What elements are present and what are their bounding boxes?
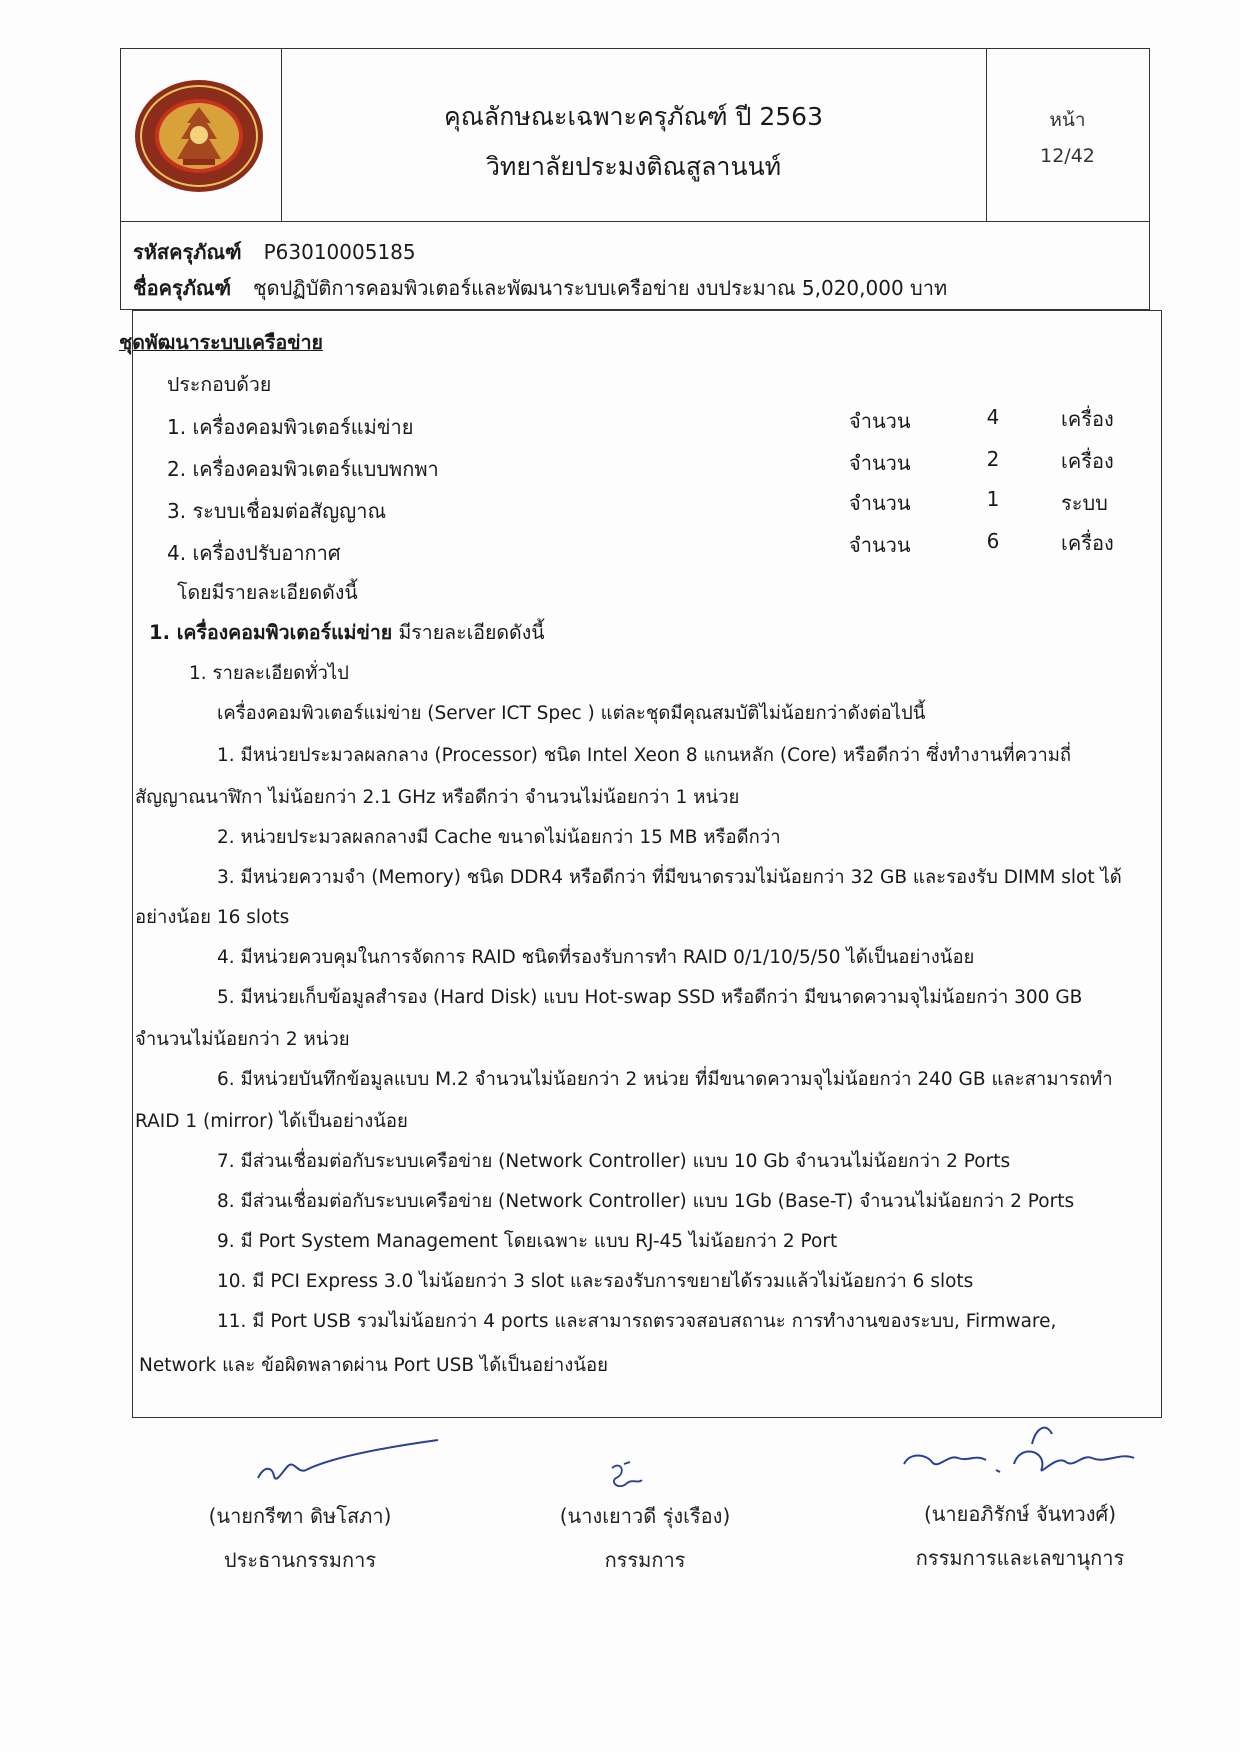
document-title: คุณลักษณะเฉพาะครุภัณฑ์ ปี 2563	[444, 102, 823, 131]
spec-line: อย่างน้อย 16 slots	[135, 907, 290, 928]
commission-seal-logo	[131, 77, 267, 195]
spec-line: 3. มีหน่วยความจำ (Memory) ชนิด DDR4 หรือดีกว่า ที่มีขนาดรวมไม่น้อยกว่า 32 GB และรองรับ DIMM slot ได้	[217, 867, 1122, 888]
spec-line: 1. มีหน่วยประมวลผลกลาง (Processor) ชนิด Intel Xeon 8 แกนหลัก (Core) หรือดีกว่า ซึ่งทำงานที่ความถี่	[217, 745, 1072, 766]
document-header	[120, 48, 1150, 222]
page-number-cell	[986, 49, 1149, 221]
item-heading-bold: 1. เครื่องคอมพิวเตอร์แม่ข่าย	[149, 621, 393, 644]
quantity-value: 4	[986, 405, 1000, 429]
quantity-label: จำนวน	[849, 409, 911, 433]
signer-role: กรรมการ	[604, 1548, 686, 1572]
item-heading-rest: มีรายละเอียดดังนี้	[392, 621, 545, 644]
details-intro: โดยมีรายละเอียดดังนี้	[177, 581, 358, 604]
signer-role: ประธานกรรมการ	[223, 1548, 377, 1572]
signer-name: (นางเยาวดี รุ่งเรือง)	[559, 1504, 731, 1528]
page-label: หน้า	[1049, 109, 1086, 131]
composed-of-label: ประกอบด้วย	[167, 373, 272, 396]
component-name: 1. เครื่องคอมพิวเตอร์แม่ข่าย	[167, 415, 414, 439]
specification-body	[119, 310, 1162, 1418]
equipment-name-row	[133, 272, 947, 304]
page-number: 12/42	[1040, 145, 1095, 167]
signer-name: (นายกรีฑา ดิษโสภา)	[208, 1504, 392, 1528]
spec-line: 11. มี Port USB รวมไม่น้อยกว่า 4 ports และสามารถตรวจสอบสถานะ การทำงานของระบบ, Firmware,	[217, 1311, 1057, 1332]
quantity-value: 2	[986, 447, 1000, 471]
component-name: 2. เครื่องคอมพิวเตอร์แบบพกพา	[167, 457, 439, 481]
quantity-label: จำนวน	[849, 491, 911, 515]
quantity-unit: เครื่อง	[1061, 449, 1114, 473]
component-name: 3. ระบบเชื่อมต่อสัญญาณ	[167, 499, 386, 523]
signature-mark-chairman	[250, 1436, 450, 1496]
general-intro: เครื่องคอมพิวเตอร์แม่ข่าย (Server ICT Spec ) แต่ละชุดมีคุณสมบัติไม่น้อยกว่าดังต่อไปนี้	[217, 703, 926, 724]
spec-line: 4. มีหน่วยควบคุมในการจัดการ RAID ชนิดที่รองรับการทำ RAID 0/1/10/5/50 ได้เป็นอย่างน้อย	[217, 947, 975, 968]
logo-cell	[121, 49, 282, 221]
spec-line: RAID 1 (mirror) ได้เป็นอย่างน้อย	[135, 1111, 408, 1132]
equipment-code-label: รหัสครุภัณฑ์	[133, 240, 242, 264]
equipment-name-label: ชื่อครุภัณฑ์	[133, 276, 232, 300]
spec-line: 2. หน่วยประมวลผลกลางมี Cache ขนาดไม่น้อยกว่า 15 MB หรือดีกว่า	[217, 827, 781, 848]
signer-role: กรรมการและเลขานุการ	[915, 1546, 1125, 1570]
spec-line: จำนวนไม่น้อยกว่า 2 หน่วย	[135, 1029, 350, 1050]
spec-line: Network และ ข้อผิดพลาดผ่าน Port USB ได้เป็นอย่างน้อย	[139, 1355, 608, 1376]
equipment-info	[120, 222, 1150, 310]
quantity-label: จำนวน	[849, 451, 911, 475]
quantity-value: 1	[986, 487, 1000, 511]
equipment-code-row	[133, 236, 416, 268]
equipment-name-value: ชุดปฏิบัติการคอมพิวเตอร์และพัฒนาระบบเครือข่าย งบประมาณ 5,020,000 บาท	[253, 276, 948, 300]
spec-line: 7. มีส่วนเชื่อมต่อกับระบบเครือข่าย (Network Controller) แบบ 10 Gb จำนวนไม่น้อยกว่า 2 Ports	[217, 1151, 1011, 1172]
title-cell	[281, 49, 987, 221]
spec-line: 8. มีส่วนเชื่อมต่อกับระบบเครือข่าย (Network Controller) แบบ 1Gb (Base-T) จำนวนไม่น้อยกว่า 2 Ports	[217, 1191, 1075, 1212]
quantity-unit: เครื่อง	[1061, 407, 1114, 431]
signature-mark-secretary	[896, 1414, 1156, 1494]
signature-secretary	[880, 1498, 1160, 1588]
spec-line: 6. มีหน่วยบันทึกข้อมูลแบบ M.2 จำนวนไม่น้อยกว่า 2 หน่วย ที่มีขนาดความจุไม่น้อยกว่า 240 GB และสามารถทำ	[217, 1069, 1113, 1090]
component-name: 4. เครื่องปรับอากาศ	[167, 541, 341, 565]
spec-line: 9. มี Port System Management โดยเฉพาะ แบบ RJ-45 ไม่น้อยกว่า 2 Port	[217, 1231, 838, 1252]
signature-mark-member	[604, 1458, 654, 1498]
college-name: วิทยาลัยประมงติณสูลานนท์	[485, 152, 782, 181]
signature-chairman	[180, 1500, 420, 1590]
quantity-unit: ระบบ	[1061, 491, 1108, 515]
spec-line: 5. มีหน่วยเก็บข้อมูลสำรอง (Hard Disk) แบบ Hot-swap SSD หรือดีกว่า มีขนาดความจุไม่น้อยกว่า 300 GB	[217, 987, 1083, 1008]
quantity-value: 6	[986, 529, 1000, 553]
quantity-unit: เครื่อง	[1061, 531, 1114, 555]
spec-line: 10. มี PCI Express 3.0 ไม่น้อยกว่า 3 slot และรองรับการขยายได้รวมแล้วไม่น้อยกว่า 6 slots	[217, 1271, 974, 1292]
signature-member	[520, 1500, 770, 1590]
section-title: ชุดพัฒนาระบบเครือข่าย	[119, 331, 323, 354]
quantity-label: จำนวน	[849, 533, 911, 557]
equipment-code-value: P63010005185	[263, 240, 416, 264]
signer-name: (นายอภิรักษ์ จันทวงศ์)	[923, 1502, 1117, 1526]
general-heading: 1. รายละเอียดทั่วไป	[189, 663, 349, 684]
item-heading	[149, 617, 545, 648]
spec-line: สัญญาณนาฬิกา ไม่น้อยกว่า 2.1 GHz หรือดีกว่า จำนวนไม่น้อยกว่า 1 หน่วย	[135, 787, 740, 808]
